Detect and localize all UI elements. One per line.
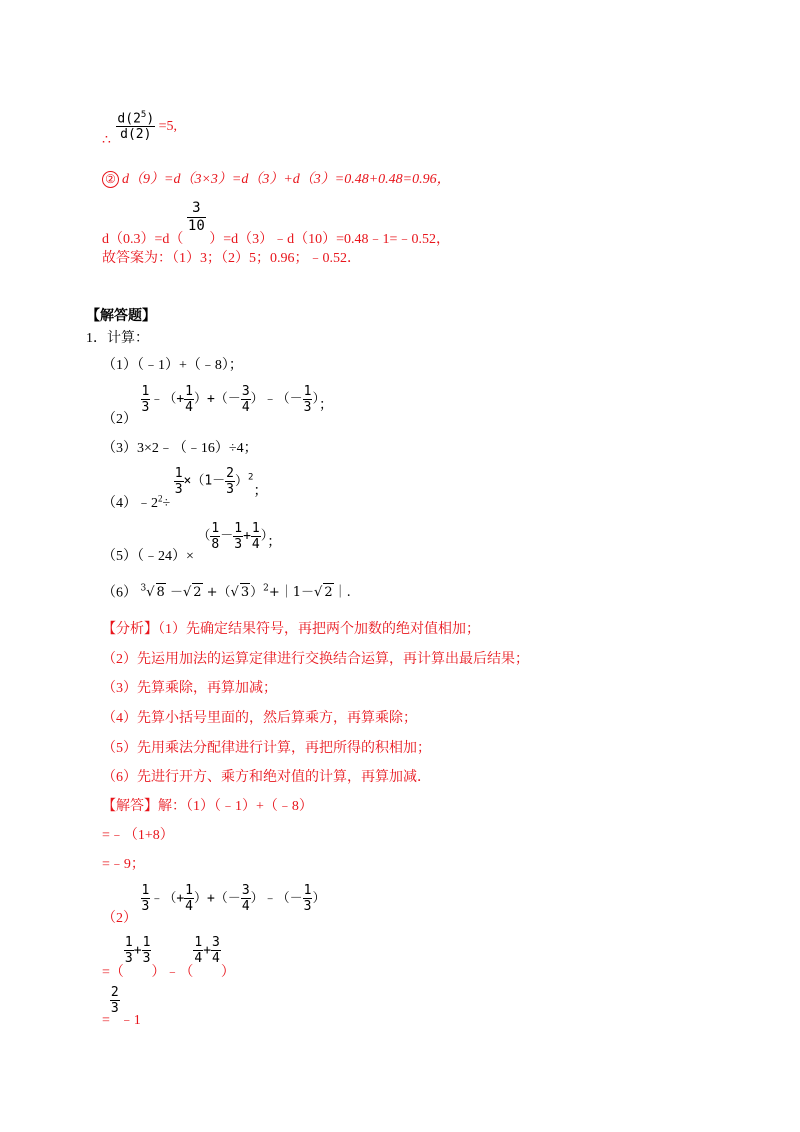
solution-step-4: =（ $\frac{1}{3}$ + $\frac{1}{3}$ ）﹣（ $\frac{1}{4}$ + $\frac{3}{4}$ ） bbox=[102, 935, 235, 980]
solution-step-5: = $\frac{2}{3}$ ﹣1 bbox=[102, 985, 141, 1028]
fraction-numerator: 3 bbox=[187, 200, 206, 218]
analysis-line-1: 【分析】（1）先确定结果符号，再把两个加数的绝对值相加； bbox=[102, 622, 480, 637]
therefore-line bbox=[102, 108, 178, 149]
solution-step-1: =﹣（1+8） bbox=[102, 828, 174, 843]
step-2-text: d（9）=d（3×3）=d（3）+d（3）=0.48+0.48=0.96， bbox=[122, 172, 451, 187]
problem-3: （3）3×2﹣（﹣16）÷4； bbox=[102, 441, 258, 456]
question-1-intro: 1．计算： bbox=[86, 331, 149, 346]
solution-step-4-post: ） bbox=[220, 964, 235, 980]
problem-2-label: （2） bbox=[102, 411, 137, 427]
exponent: 2 bbox=[158, 493, 163, 504]
step-3-pre: d（0.3）=d（ bbox=[102, 231, 184, 247]
analysis-line-4: （4）先算小括号里面的，然后算乘方，再算乘除； bbox=[102, 711, 417, 726]
problem-5-label: （5）（﹣24）× bbox=[102, 548, 194, 564]
solution-step-4-mid: ）﹣（ bbox=[151, 964, 194, 980]
problem-6-label: （6） bbox=[102, 585, 137, 601]
solution-step-5-pre: = bbox=[102, 1012, 110, 1028]
answer-line: 故答案为：（1）3；（2）5；0.96；﹣0.52． bbox=[102, 251, 361, 266]
fraction-numerator: d(2 bbox=[117, 111, 141, 127]
section-heading: 【解答题】 bbox=[86, 309, 156, 324]
fraction-d2-5-over-d2 bbox=[116, 108, 155, 142]
step-2-line bbox=[102, 171, 451, 189]
paren-close: ) bbox=[146, 111, 155, 127]
problem-4-label: （4）﹣2 bbox=[102, 495, 158, 511]
analysis-line-3: （3）先算乘除，再算加减； bbox=[102, 681, 277, 696]
step-3-post: ）=d（3）﹣d（10）=0.48﹣1=﹣0.52， bbox=[209, 231, 450, 247]
solution-label: 【解答】解：（1）（﹣1）+（﹣8） bbox=[102, 799, 313, 814]
therefore-symbol: ∴ bbox=[102, 133, 111, 149]
fraction-denominator: 10 bbox=[187, 218, 205, 234]
circled-number-2: ② bbox=[102, 171, 119, 188]
solution-step-2: =﹣9； bbox=[102, 857, 145, 872]
exponent: 5 bbox=[140, 110, 147, 120]
solution-step-4-pre: =（ bbox=[102, 964, 124, 980]
problem-6: （6） $^3$√ 8 －√ 2 +（√ 3）$^2$+｜1－√ 2｜. bbox=[102, 584, 351, 601]
analysis-line-6: （6）先进行开方、乘方和绝对值的计算，再算加减． bbox=[102, 770, 431, 785]
equals-five: =5, bbox=[158, 119, 178, 135]
analysis-line-5: （5）先用乘法分配律进行计算，再把所得的积相加； bbox=[102, 741, 431, 756]
step-3-line bbox=[102, 200, 450, 247]
solution-step-3: （2） $\frac{1}{3}$ ﹣（+ $\frac{1}{4}$ ）+（－ $\frac{3}{4}$ ）﹣（－ $\frac{1}{3}$ ） bbox=[102, 883, 326, 926]
solution-step-5-post: ﹣1 bbox=[119, 1012, 141, 1028]
solution-step-3-label: （2） bbox=[102, 910, 137, 926]
fraction-3-over-10 bbox=[187, 200, 206, 235]
problem-1: （1）（﹣1）+（﹣8）； bbox=[102, 358, 243, 373]
analysis-line-2: （2）先运用加法的运算定律进行交换结合运算，再计算出最后结果； bbox=[102, 652, 529, 667]
problem-2: （2） $\frac{1}{3}$ ﹣（+ $\frac{1}{4}$ ）+（－ $\frac{3}{4}$ ）﹣（－ $\frac{1}{3}$ ）； bbox=[102, 384, 333, 427]
problem-4: $(4)﹣2^2\div$ $\frac{1}{3}$ ×（1－ $\frac{2}{3}$ ）$^2$； bbox=[102, 466, 268, 511]
problem-5: （5）（﹣24）× （ $\frac{1}{8}$ － $\frac{1}{3}$ + $\frac{1}{4}$ ）； bbox=[102, 521, 282, 564]
fraction-denominator: d(2) bbox=[120, 127, 152, 143]
